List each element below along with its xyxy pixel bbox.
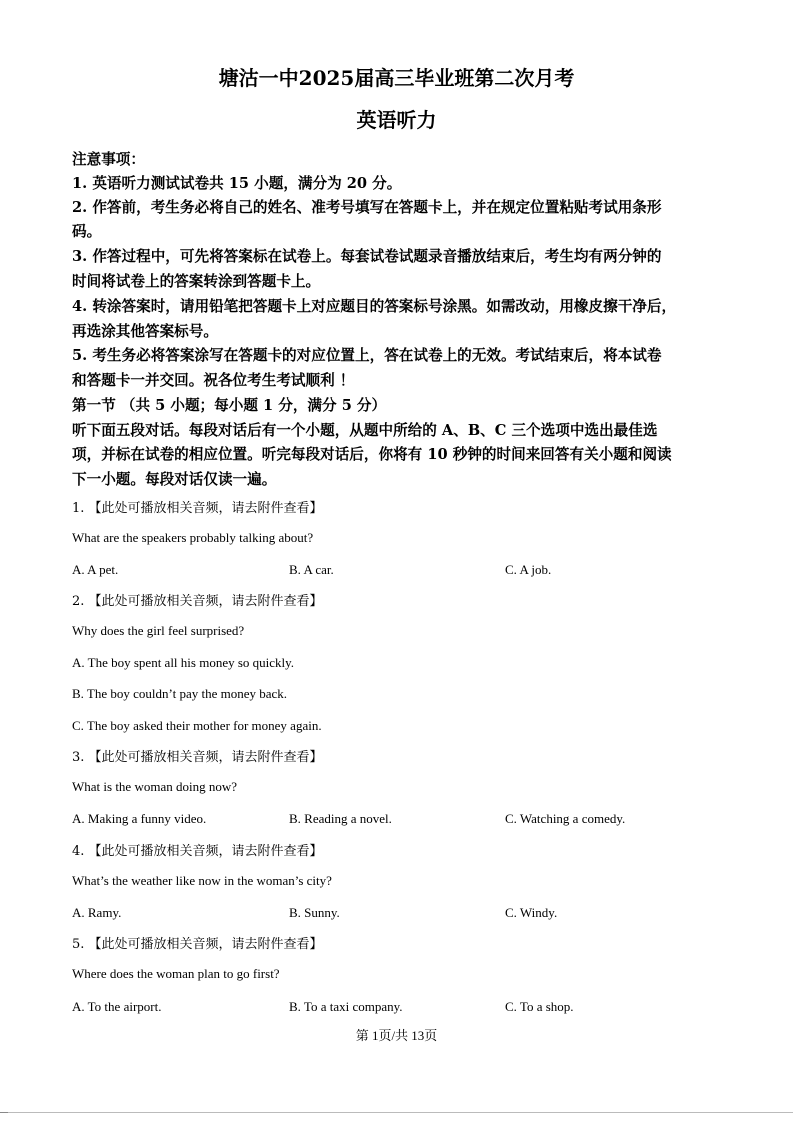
option-a: A. Making a funny video. [72, 811, 207, 826]
option-c: C. A job. [505, 562, 552, 577]
question-text: What is the woman doing now? [72, 779, 237, 794]
audio-placeholder[interactable]: 2. 【此处可播放相关音频，请去附件查看】 [72, 594, 323, 609]
audio-placeholder[interactable]: 4. 【此处可播放相关音频，请去附件查看】 [72, 844, 323, 859]
audio-placeholder[interactable]: 1. 【此处可播放相关音频，请去附件查看】 [72, 501, 323, 516]
option-a: A. Ramy. [72, 905, 122, 920]
question-text: Why does the girl feel surprised? [72, 623, 245, 638]
option-b: B. A car. [289, 562, 334, 577]
option-c: C. The boy asked their mother for money again. [72, 718, 322, 733]
question-text: What are the speakers probably talking about? [72, 530, 314, 545]
notes-line: 1. 英语听力测试试卷共 15 小题，满分为 20 分。 [72, 175, 402, 192]
page-subtitle: 英语听力 [356, 108, 437, 132]
option-b: B. Sunny. [289, 905, 340, 920]
question-text: Where does the woman plan to go first? [72, 966, 280, 981]
page-number: 第 1页/共 13页 [355, 1028, 438, 1043]
notes-line: 再选涂其他答案标号。 [72, 323, 218, 340]
option-c: C. Windy. [505, 905, 558, 920]
option-b: B. To a taxi company. [289, 999, 403, 1014]
option-b: B. The boy couldn’t pay the money back. [72, 686, 288, 701]
page-divider-mark [0, 1112, 8, 1113]
question-text: What’s the weather like now in the woman’s city? [72, 873, 332, 888]
page-title: 塘沽一中2025届高三毕业班第二次月考 [218, 66, 575, 90]
page-divider [0, 1112, 793, 1113]
section-instructions: 听下面五段对话。每段对话后有一个小题，从题中所给的 A、B、C 三个选项中选出最佳选 [72, 422, 658, 439]
notes-line: 2. 作答前，考生务必将自己的姓名、准考号填写在答题卡上，并在规定位置粘贴考试用条形 [72, 199, 662, 216]
notes-line: 3. 作答过程中，可先将答案标在试卷上。每套试卷试题录音播放结束后，考生均有两分钟的 [72, 248, 662, 265]
notes-heading: 注意事项： [72, 151, 145, 168]
audio-placeholder[interactable]: 5. 【此处可播放相关音频，请去附件查看】 [72, 937, 323, 952]
section-heading: 第一节 （共 5 小题；每小题 1 分，满分 5 分） [72, 397, 387, 414]
option-c: C. To a shop. [505, 999, 574, 1014]
option-a: A. A pet. [72, 562, 119, 577]
audio-placeholder[interactable]: 3. 【此处可播放相关音频，请去附件查看】 [72, 750, 323, 765]
section-instructions: 下一小题。每段对话仅读一遍。 [72, 471, 277, 488]
option-c: C. Watching a comedy. [505, 811, 626, 826]
notes-line: 时间将试卷上的答案转涂到答题卡上。 [72, 273, 321, 290]
option-a: A. To the airport. [72, 999, 162, 1014]
notes-line: 4. 转涂答案时，请用铅笔把答题卡上对应题目的答案标号涂黑。如需改动，用橡皮擦干净后， [72, 298, 677, 315]
option-a: A. The boy spent all his money so quickly. [72, 655, 295, 670]
notes-line: 和答题卡一并交回。祝各位考生考试顺利 ！ [72, 372, 355, 389]
option-b: B. Reading a novel. [289, 811, 392, 826]
notes-line: 码。 [72, 223, 102, 240]
notes-line: 5. 考生务必将答案涂写在答题卡的对应位置上，答在试卷上的无效。考试结束后，将本试卷 [72, 347, 662, 364]
section-instructions: 项，并标在试卷的相应位置。听完每段对话后，你将有 10 秒钟的时间来回答有关小题和阅读 [72, 446, 672, 463]
